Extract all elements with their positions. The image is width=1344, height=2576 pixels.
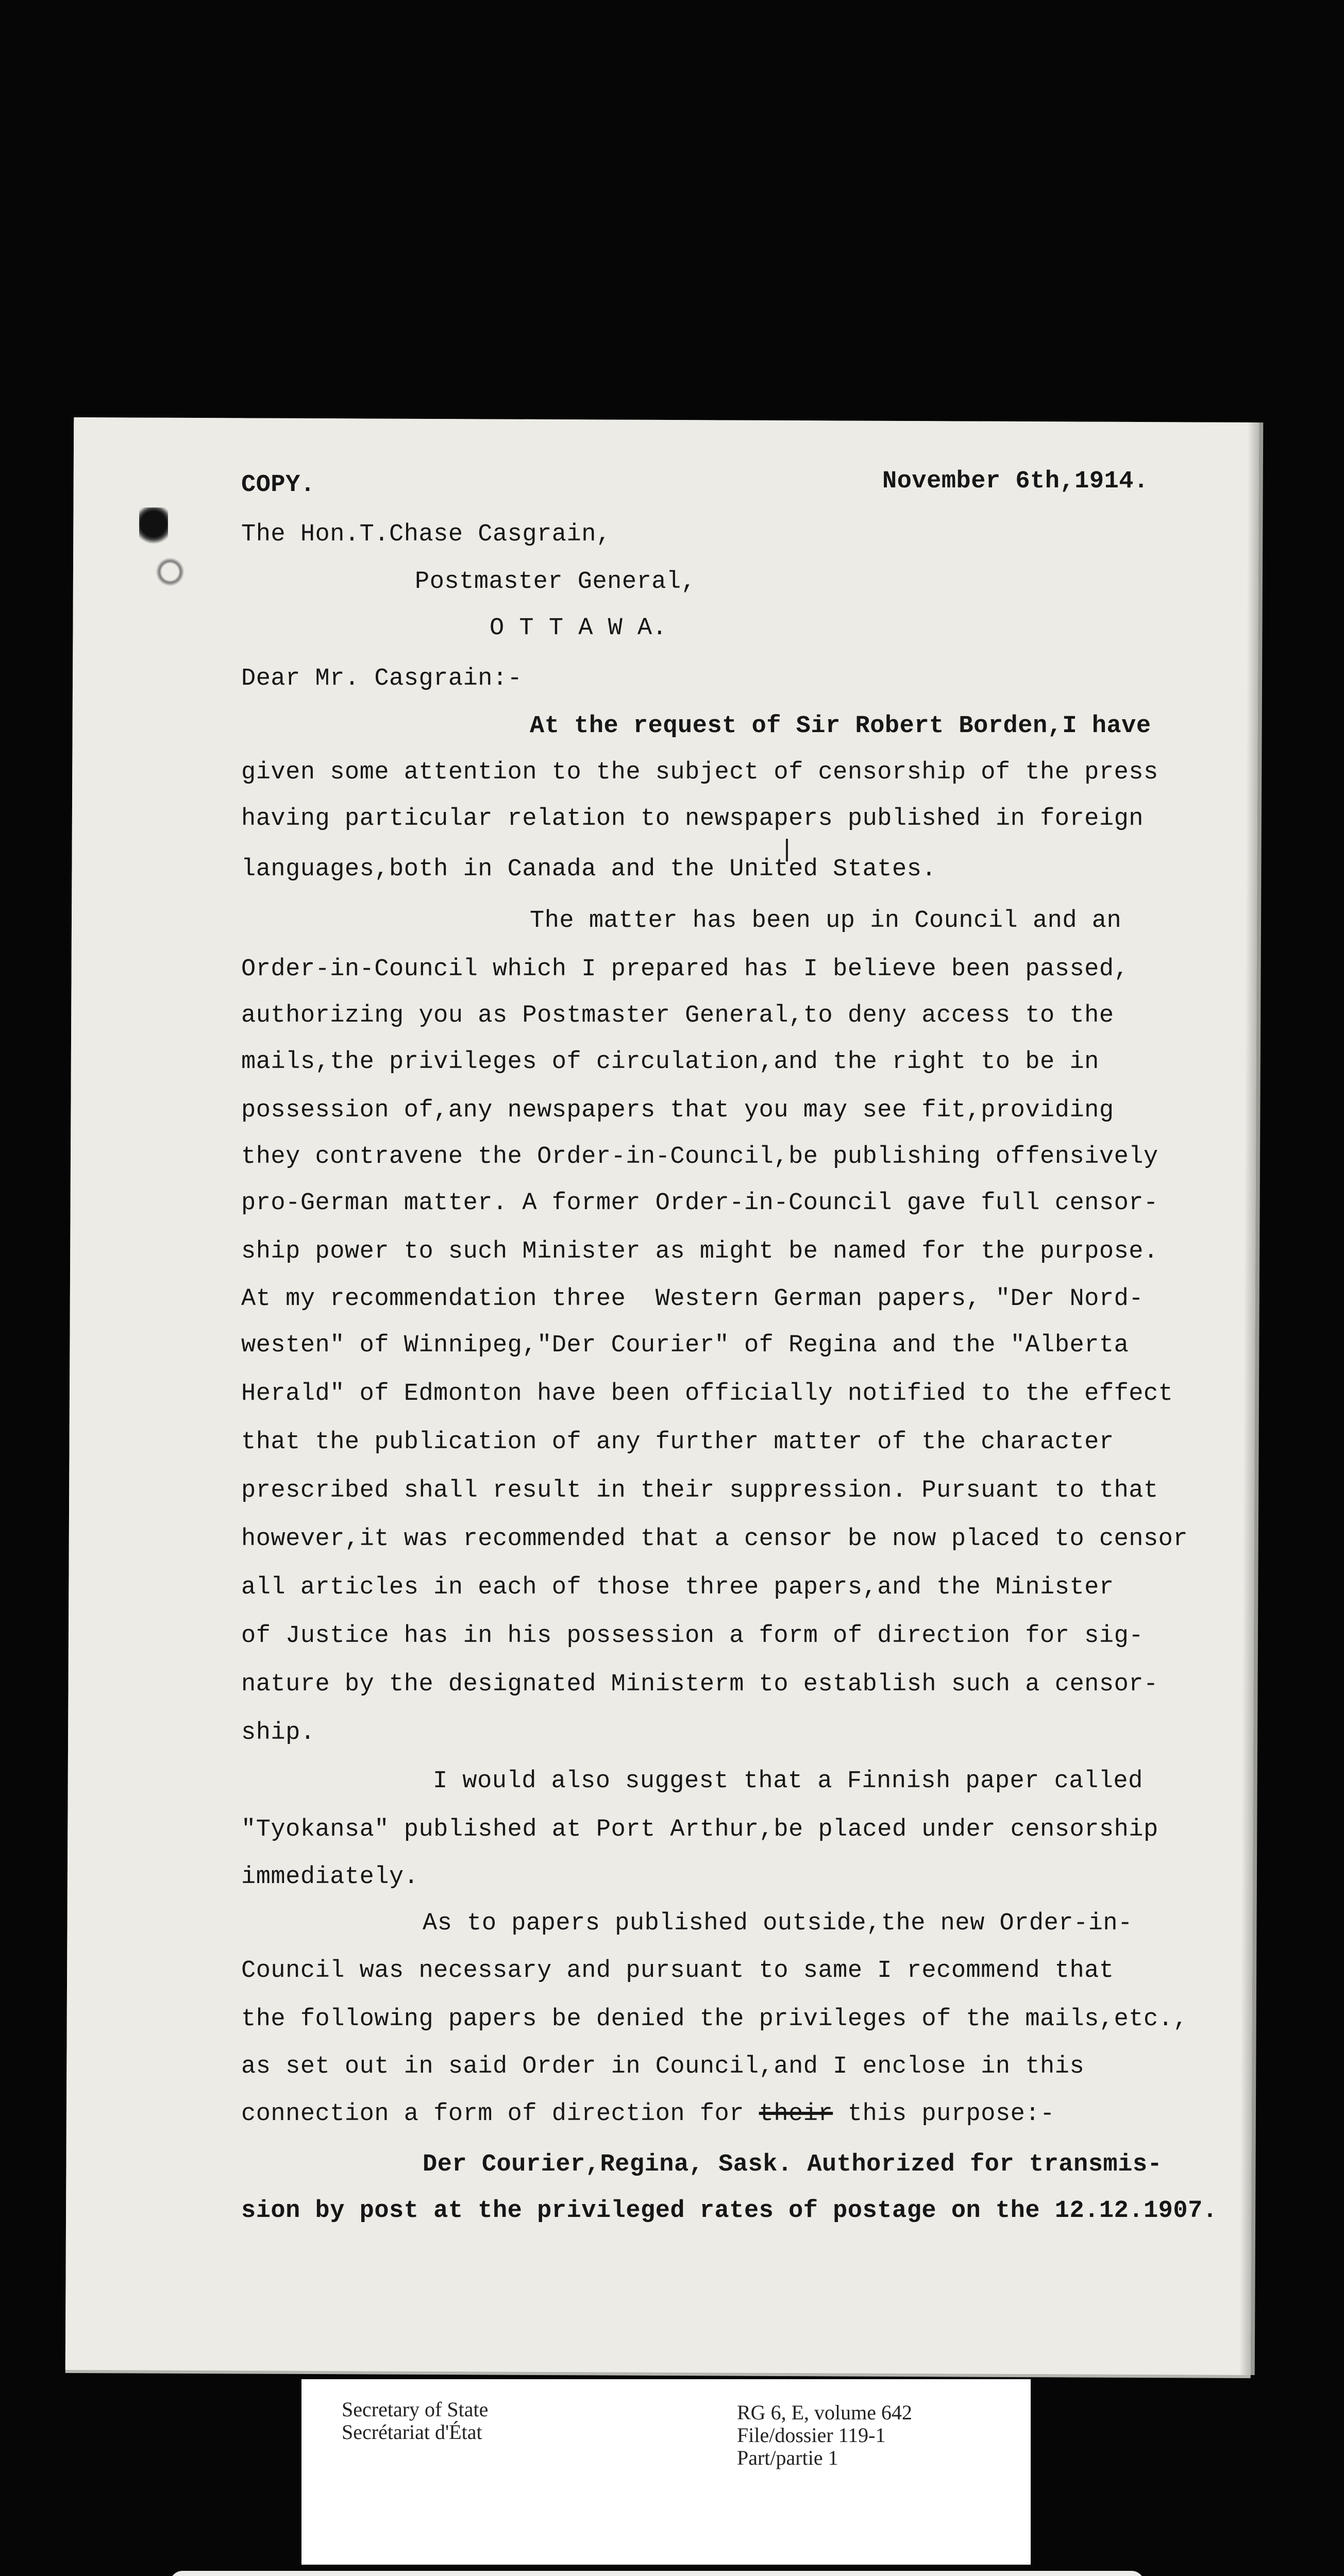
fonds-french: Secrétariat d'État (342, 2420, 482, 2444)
archive-tray (170, 2571, 1144, 2576)
fonds-english: Secretary of State (342, 2398, 489, 2421)
body-line: all articles in each of those three papers,and the Minister (241, 1574, 1114, 1601)
punch-hole-mark (155, 554, 186, 590)
body-line: sion by post at the privileged rates of postage on the 12.12.1907. (241, 2197, 1218, 2225)
body-line: possession of,any newspapers that you may see fit,providing (241, 1097, 1114, 1124)
body-line: that the publication of any further matter of the character (241, 1429, 1114, 1456)
body-line: they contravene the Order-in-Council,be publishing offensively (241, 1143, 1158, 1171)
letter-date: November 6th,1914. (882, 468, 1149, 495)
body-line: Order-in-Council which I prepared has I believe been passed, (241, 956, 1129, 983)
recipient-city: O T T A W A. (490, 615, 667, 642)
archive-reference-card (301, 2379, 1031, 2565)
body-line: the following papers be denied the privileges of the mails,etc., (241, 2006, 1188, 2033)
recipient-name: The Hon.T.Chase Casgrain, (241, 521, 611, 548)
paper-clip-mark (139, 507, 168, 549)
body-line: immediately. (241, 1863, 419, 1891)
body-line: "Tyokansa" published at Port Arthur,be placed under censorship (241, 1816, 1158, 1843)
body-line: I would also suggest that a Finnish paper called (433, 1768, 1143, 1795)
body-line: westen" of Winnipeg,"Der Courier" of Regina and the "Alberta (241, 1332, 1129, 1359)
body-line: Herald" of Edmonton have been officially notified to the effect (241, 1380, 1173, 1408)
salutation: Dear Mr. Casgrain:- (241, 665, 523, 692)
body-line: Der Courier,Regina, Sask. Authorized for transmis- (423, 2151, 1163, 2178)
body-line: as set out in said Order in Council,and I enclose in this (241, 2053, 1085, 2080)
body-line (241, 2099, 1055, 2130)
record-group: RG 6, E, volume 642 (737, 2401, 912, 2424)
part-number: Part/partie 1 (737, 2446, 838, 2469)
body-line: Council was necessary and pursuant to same I recommend that (241, 1957, 1114, 1985)
body-line: At the request of Sir Robert Borden,I have (530, 713, 1151, 740)
body-line: mails,the privileges of circulation,and the right to be in (241, 1048, 1099, 1076)
struck-word: their (759, 2100, 833, 2128)
body-line: ship. (241, 1719, 315, 1747)
file-number: File/dossier 119-1 (737, 2424, 886, 2447)
body-text: this purpose:- (833, 2100, 1055, 2128)
body-line: of Justice has in his possession a form of direction for sig- (241, 1622, 1144, 1650)
body-line: prescribed shall result in their suppression. Pursuant to that (241, 1477, 1158, 1504)
body-line: nature by the designated Ministerm to establish such a censor- (241, 1671, 1158, 1698)
body-line: given some attention to the subject of censorship of the press (241, 759, 1158, 786)
body-line: however,it was recommended that a censor be now placed to censor (241, 1526, 1188, 1553)
copy-label: COPY. (241, 471, 315, 499)
body-text: connection a form of direction for (241, 2100, 759, 2128)
body-line: having particular relation to newspapers published in foreign (241, 805, 1144, 833)
body-line: languages,both in Canada and the United States. (241, 856, 937, 883)
body-line: pro-German matter. A former Order-in-Council gave full censor- (241, 1190, 1158, 1217)
recipient-title: Postmaster General, (415, 568, 696, 596)
body-line: authorizing you as Postmaster General,to deny access to the (241, 1002, 1114, 1029)
body-line: As to papers published outside,the new Order-in- (423, 1910, 1133, 1937)
body-line: ship power to such Minister as might be named for the purpose. (241, 1238, 1158, 1265)
body-line: The matter has been up in Council and an (530, 907, 1122, 935)
body-line: At my recommendation three Western German papers, "Der Nord- (241, 1285, 1144, 1313)
